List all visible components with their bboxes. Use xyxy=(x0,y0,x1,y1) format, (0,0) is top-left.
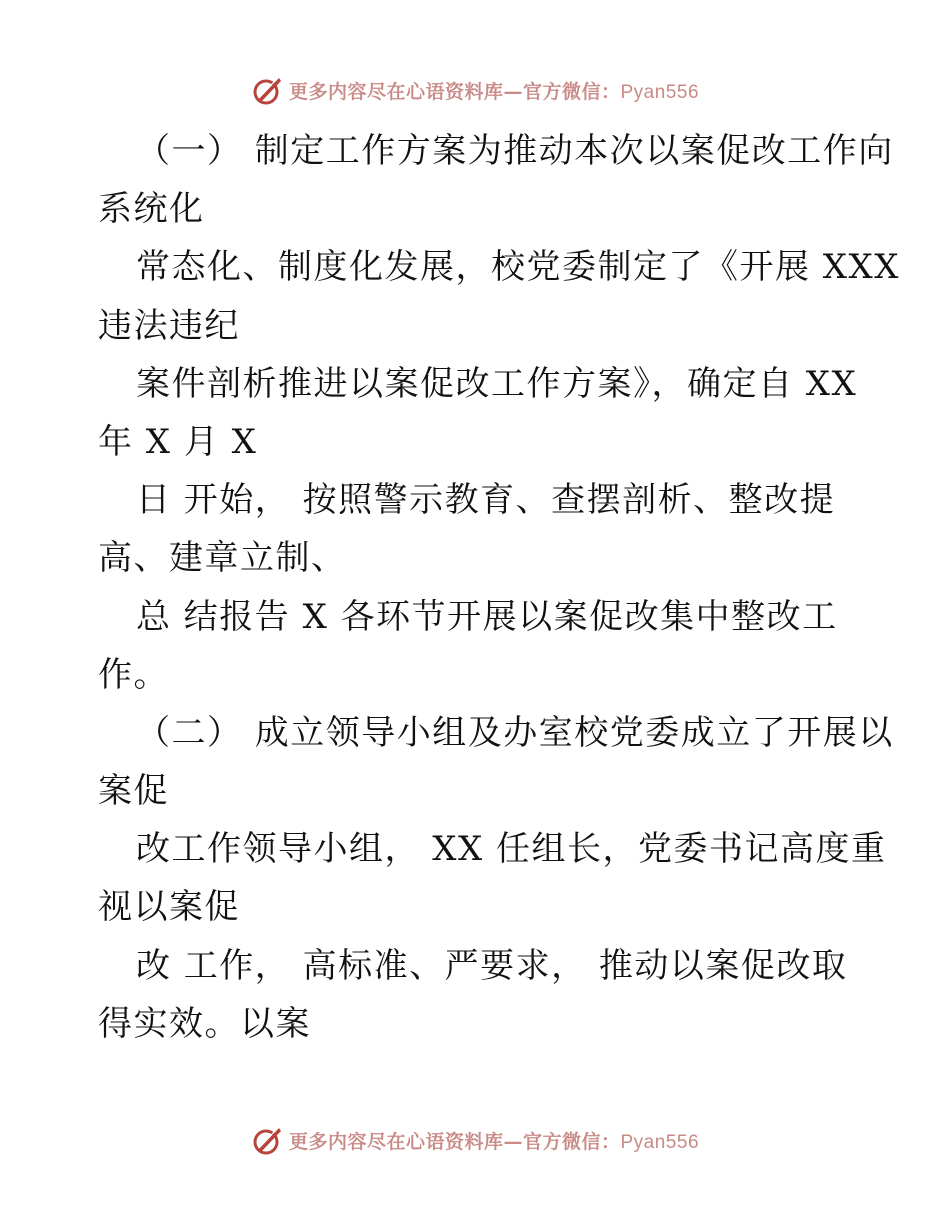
text-line: （二） 成立领导小组及办室校党委成立了开展以 xyxy=(136,712,894,753)
watermark-footer xyxy=(0,1120,950,1160)
text-line: 系统化 xyxy=(98,189,205,230)
text-line: 得实效。以案 xyxy=(98,1003,311,1044)
text-line: 高、建章立制、 xyxy=(98,538,347,579)
text-line: （一） 制定工作方案为推动本次以案促改工作向 xyxy=(136,131,894,171)
text-line: 改 工作， 高标准、严要求， 推动以案促改取 xyxy=(136,945,848,986)
text-line: 案促 xyxy=(98,771,169,812)
text-line: 改工作领导小组， XX 任组长，党委书记高度重 xyxy=(136,829,887,870)
watermark-text: 更多内容尽在心语资料库—官方微信：Pyan556 xyxy=(288,80,700,103)
text-line: 日 开始， 按照警示教育、查摆剖析、整改提 xyxy=(136,480,836,521)
text-line: 案件剖析推进以案促改工作方案》，确定自 XX xyxy=(136,363,858,404)
quill-logo-icon xyxy=(251,1123,285,1157)
document-body xyxy=(98,122,900,1053)
text-line: 作。 xyxy=(98,654,169,695)
text-line: 视以案促 xyxy=(98,887,240,928)
watermark-text: 更多内容尽在心语资料库—官方微信：Pyan556 xyxy=(288,1130,700,1153)
quill-logo-icon xyxy=(251,73,285,107)
text-line: 常态化、制度化发展，校党委制定了《开展 XXX xyxy=(136,247,900,288)
text-line: 总 结报告 X 各环节开展以案促改集中整改工 xyxy=(136,596,838,637)
text-line: 违法违纪 xyxy=(98,305,240,346)
text-line: 年 X 月 X xyxy=(98,421,258,462)
watermark-header xyxy=(0,70,950,110)
